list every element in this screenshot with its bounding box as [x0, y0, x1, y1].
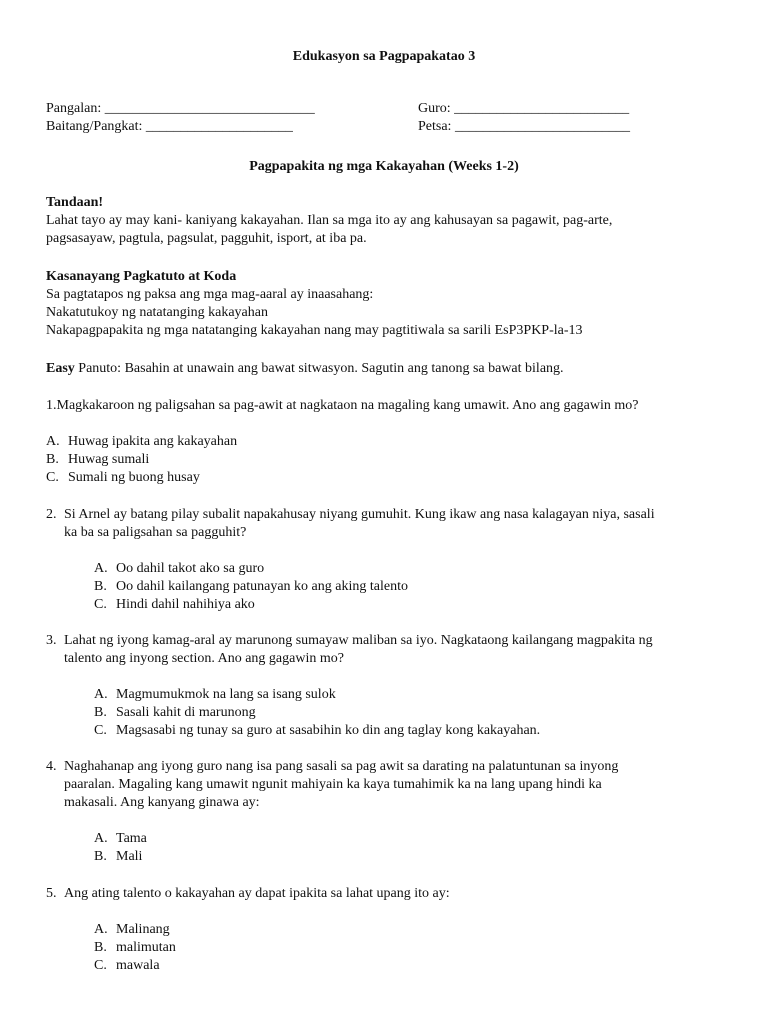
answer-option[interactable]	[94, 578, 408, 596]
option-text: Huwag ipakita ang kakayahan	[68, 434, 238, 449]
difficulty-label: Easy	[46, 361, 75, 376]
question-number: 4.	[46, 759, 57, 774]
option-text: Oo dahil takot ako sa guro	[116, 561, 265, 576]
tandaan-line: pagsasayaw, pagtula, pagsulat, pagguhit, isport, at iba pa.	[46, 231, 367, 246]
lesson-title: Pagpapakita ng mga Kakayahan (Weeks 1-2)	[249, 159, 519, 174]
instructions-text: Panuto: Basahin at unawain ang bawat sitwasyon. Sagutin ang tanong sa bawat bilang.	[74, 361, 564, 376]
option-letter: A.	[94, 687, 108, 702]
option-letter: B.	[94, 849, 107, 864]
option-letter: B.	[46, 452, 59, 467]
answer-option[interactable]	[46, 469, 237, 487]
question-text: paaralan. Magaling kang umawit ngunit mahiyain ka kaya tumahimik ka na lang upang hindi ka	[64, 777, 602, 792]
kasanayan-heading: Kasanayang Pagkatuto at Koda	[46, 269, 237, 284]
option-letter: C.	[94, 597, 107, 612]
option-letter: A.	[94, 561, 108, 576]
tandaan-line: Lahat tayo ay may kani- kaniyang kakayahan. Ilan sa mga ito ay ang kahusayan sa pagawit, pag-arte,	[46, 213, 613, 228]
teacher-fields	[418, 100, 630, 136]
option-text: Sasali kahit di marunong	[116, 705, 256, 720]
question-number: 3.	[46, 633, 57, 648]
name-field[interactable]: Pangalan: ______________________________	[46, 101, 315, 116]
question-text: Ang ating talento o kakayahan ay dapat ipakita sa lahat upang ito ay:	[64, 886, 450, 901]
option-text: Hindi dahil nahihiya ako	[116, 597, 255, 612]
option-letter: B.	[94, 705, 107, 720]
option-text: Mali	[116, 849, 143, 864]
option-text: Sumali ng buong husay	[68, 470, 200, 485]
option-letter: C.	[46, 470, 59, 485]
question-1-options	[46, 433, 237, 487]
question-4	[46, 758, 618, 812]
question-2-options	[94, 560, 408, 614]
document-title: Edukasyon sa Pagpapakatao 3	[292, 49, 476, 64]
question-5-options	[94, 921, 176, 975]
question-text: Si Arnel ay batang pilay subalit napakahusay niyang gumuhit. Kung ikaw ang nasa kalagayan niya, sasali	[64, 507, 655, 522]
option-text: malimutan	[116, 940, 176, 955]
answer-option[interactable]	[94, 957, 176, 975]
question-text: talento ang inyong section. Ano ang gagawin mo?	[64, 651, 344, 666]
option-letter: A.	[94, 831, 108, 846]
answer-option[interactable]	[94, 596, 408, 614]
option-text: Huwag sumali	[68, 452, 150, 467]
teacher-field[interactable]: Guro: _________________________	[418, 101, 630, 116]
answer-option[interactable]	[94, 939, 176, 957]
option-text: Oo dahil kailangang patunayan ko ang aking talento	[116, 579, 408, 594]
answer-option[interactable]	[94, 704, 540, 722]
question-text: 1.Magkakaroon ng paligsahan sa pag-awit at nagkataon na magaling kang umawit. Ano ang gagawin mo?	[46, 398, 639, 413]
answer-option[interactable]	[94, 722, 540, 740]
option-letter: A.	[46, 434, 60, 449]
option-text: Magmumukmok na lang sa isang sulok	[116, 687, 336, 702]
question-3-options	[94, 686, 540, 740]
answer-option[interactable]	[94, 830, 147, 848]
question-text: ka ba sa paligsahan sa pagguhit?	[64, 525, 247, 540]
question-3	[46, 632, 653, 668]
option-text: mawala	[116, 958, 160, 973]
answer-option[interactable]	[94, 921, 176, 939]
option-letter: B.	[94, 579, 107, 594]
answer-option[interactable]	[94, 848, 147, 866]
question-text: Naghahanap ang iyong guro nang isa pang sasali sa pag awit sa darating na palatuntunan sa inyong	[64, 759, 619, 774]
answer-option[interactable]	[94, 686, 540, 704]
question-1	[46, 397, 639, 415]
question-2	[46, 506, 655, 542]
option-text: Malinang	[116, 922, 170, 937]
question-4-options	[94, 830, 147, 866]
option-letter: B.	[94, 940, 107, 955]
kasanayan-section	[46, 268, 583, 340]
question-number: 2.	[46, 507, 57, 522]
kasanayan-line: Sa pagtatapos ng paksa ang mga mag-aaral ay inaasahang:	[46, 287, 374, 302]
option-letter: A.	[94, 922, 108, 937]
instructions	[46, 360, 564, 378]
tandaan-heading: Tandaan!	[46, 195, 104, 210]
question-number: 5.	[46, 886, 57, 901]
option-text: Tama	[116, 831, 147, 846]
kasanayan-line: Nakatutukoy ng natatanging kakayahan	[46, 305, 268, 320]
grade-field[interactable]: Baitang/Pangkat: _____________________	[46, 119, 293, 134]
answer-option[interactable]	[46, 451, 237, 469]
option-letter: C.	[94, 723, 107, 738]
question-text: makasali. Ang kanyang ginawa ay:	[64, 795, 260, 810]
question-5	[46, 885, 450, 903]
date-field[interactable]: Petsa: _________________________	[418, 119, 630, 134]
student-fields	[46, 100, 315, 136]
tandaan-section	[46, 194, 612, 248]
question-text: Lahat ng iyong kamag-aral ay marunong sumayaw maliban sa iyo. Nagkataong kailangang magpakita ng	[64, 633, 653, 648]
answer-option[interactable]	[46, 433, 237, 451]
answer-option[interactable]	[94, 560, 408, 578]
kasanayan-line: Nakapagpapakita ng mga natatanging kakayahan nang may pagtitiwala sa sarili EsP3PKP-la-13	[46, 323, 583, 338]
option-letter: C.	[94, 958, 107, 973]
option-text: Magsasabi ng tunay sa guro at sasabihin ko din ang taglay kong kakayahan.	[116, 723, 541, 738]
